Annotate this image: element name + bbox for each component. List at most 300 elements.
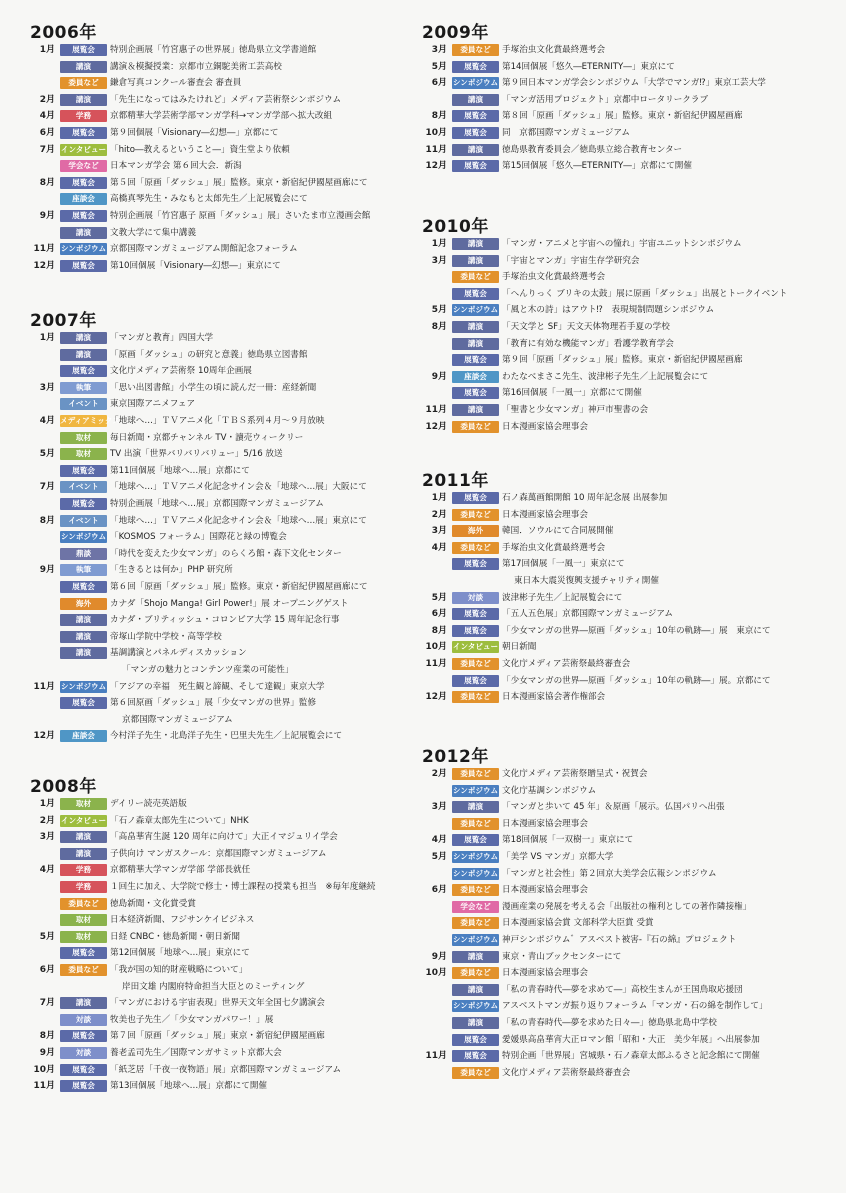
- category-tag: 展覧会: [452, 160, 499, 172]
- category-tag: 展覧会: [452, 834, 499, 846]
- entry-month: 4月: [39, 416, 55, 426]
- entry-month: 11月: [33, 244, 55, 255]
- entry-text: 第12回個展「地球へ…展」東京にて: [110, 948, 250, 959]
- entry-month: 11月: [33, 681, 55, 692]
- entry-text: 第８回「原画「ダッシュ」展」監修。東京・新宿紀伊國屋画廊: [502, 111, 743, 122]
- timeline-entry: [422, 541, 822, 555]
- category-tag: シンポジウム: [452, 78, 499, 88]
- entry-month: 12月: [33, 260, 55, 271]
- category-tag: 講演: [452, 404, 499, 416]
- category-tag: 展覧会: [452, 61, 499, 73]
- entry-text: 京都精華大学マンガ学部 学部長就任: [110, 865, 251, 876]
- timeline-entry: [30, 913, 430, 927]
- entry-text: 日経 CNBC・徳島新聞・朝日新聞: [110, 931, 241, 942]
- timeline-entry: [422, 767, 822, 781]
- timeline-entry: [422, 254, 822, 268]
- category-tag: 講演: [60, 227, 107, 239]
- category-tag: 展覧会: [60, 365, 107, 377]
- entry-month: 4月: [39, 865, 55, 876]
- category-tag: 委員など: [60, 964, 107, 976]
- category-tag: シンポジウム: [60, 681, 107, 691]
- entry-text: カナダ「Shojo Manga! Girl Power!」展 オープニングゲスト: [110, 598, 349, 609]
- entry-text: 第18回個展「一双樹一」東京にて: [502, 835, 634, 846]
- category-tag: シンポジウム: [452, 868, 499, 878]
- entry-text: 文化庁メディア芸術祭 10周年企画展: [110, 366, 252, 377]
- category-tag: シンポジウム: [452, 1001, 499, 1011]
- timeline-entry: [30, 680, 430, 694]
- category-tag: 展覧会: [452, 354, 499, 366]
- timeline-entry: [30, 397, 430, 411]
- timeline-entry: [30, 897, 430, 911]
- timeline-entry: [30, 863, 430, 877]
- timeline-entry: [422, 607, 822, 621]
- category-tag: 講演: [60, 61, 107, 73]
- entry-text: 岸田文雄 内閣府特命担当大臣とのミーティング: [122, 981, 305, 992]
- category-tag: 海外: [60, 598, 107, 610]
- timeline-entry: [30, 980, 430, 994]
- timeline-entry: [422, 883, 822, 897]
- entry-text: 「マンガ活用プロジェクト」京都中ロータリークラブ: [502, 94, 709, 105]
- category-tag: 学会など: [452, 901, 499, 913]
- entry-month: 1月: [39, 799, 55, 809]
- category-tag: 委員など: [452, 421, 499, 433]
- category-tag: 展覧会: [60, 581, 107, 593]
- timeline-entry: [422, 76, 822, 90]
- timeline-entry: [30, 93, 430, 107]
- category-tag: 講演: [452, 144, 499, 156]
- entry-month: 5月: [431, 305, 447, 316]
- entry-text: 神戸シンポジウム゛アスベスト被害‐『石の綿』プロジェクト: [502, 935, 737, 945]
- category-tag: イベント: [60, 398, 107, 410]
- entry-month: 5月: [39, 449, 55, 460]
- entry-text: 東京・青山ブックセンターにて: [502, 951, 622, 962]
- entry-text: 今村洋子先生・北島洋子先生・巴里夫先生／上記展覧会にて: [110, 731, 343, 742]
- timeline-entry: [422, 143, 822, 157]
- category-tag: 学務: [60, 110, 107, 122]
- entry-month: 12月: [425, 421, 447, 432]
- timeline-entry: [30, 630, 430, 644]
- category-tag: 取材: [60, 798, 107, 810]
- timeline-entry: [422, 900, 822, 914]
- timeline-entry: [30, 76, 430, 90]
- entry-month: 10月: [33, 1064, 55, 1075]
- timeline-entry: [30, 497, 430, 511]
- timeline-entry: [30, 109, 430, 123]
- entry-text: 「マンガと歩いて 45 年」＆原画「展示。仏国パリへ出張: [502, 802, 725, 813]
- category-tag: 対談: [452, 592, 499, 604]
- timeline-entry: [422, 800, 822, 814]
- timeline-entry: [422, 784, 822, 798]
- timeline-entry: [422, 674, 822, 688]
- timeline-entry: [422, 320, 822, 334]
- entry-month: 9月: [431, 951, 447, 962]
- timeline-entry: [422, 557, 822, 571]
- entry-text: 「教育に有効な機能マンガ」看護学教育学会: [502, 338, 674, 349]
- category-tag: 展覧会: [60, 1080, 107, 1092]
- entry-text: 漫画産業の発展を考える会「出版社の権利としての著作隣接権」: [502, 901, 752, 912]
- entry-text: 「マンガと社会性」第２回京大美学会広報シンポジウム: [502, 868, 717, 879]
- category-tag: 執筆: [60, 382, 107, 394]
- entry-text: 「地球へ…」ＴＶアニメ化記念サイン会＆「地球へ…展」大阪にて: [110, 482, 367, 493]
- category-tag: 対談: [60, 1014, 107, 1026]
- entry-text: 「風と木の詩」はアウト⁉ 表現規制問題シンポジウム: [502, 305, 715, 316]
- entry-month: 2月: [431, 509, 447, 520]
- category-tag: イベント: [60, 481, 107, 493]
- entry-month: 1月: [39, 45, 55, 55]
- entry-month: 8月: [39, 515, 55, 526]
- entry-month: 9月: [39, 1048, 55, 1058]
- entry-text: 「美学 VS マンガ」京都大学: [502, 852, 614, 862]
- timeline-entry: [422, 817, 822, 831]
- category-tag: 展覧会: [452, 608, 499, 620]
- year-heading: 2008年: [30, 777, 97, 797]
- entry-text: 高橋真琴先生・みなもと太郎先生／上記展覧会にて: [110, 194, 308, 205]
- entry-text: 「聖書と少女マンガ」神戸市聖書の会: [502, 405, 649, 415]
- entry-month: 10月: [425, 128, 447, 138]
- entry-month: 12月: [425, 692, 447, 703]
- entry-text: 手塚治虫文化賞最終選考会: [502, 542, 606, 553]
- timeline-entry: [30, 464, 430, 478]
- entry-text: 帝塚山学院中学校・高等学校: [110, 631, 222, 642]
- category-tag: 講演: [60, 848, 107, 860]
- timeline-entry: [422, 126, 822, 140]
- category-tag: 講演: [452, 255, 499, 267]
- category-tag: 委員など: [452, 967, 499, 979]
- entry-text: 牧美也子先生／「少女マンガパワー！」展: [110, 1014, 274, 1025]
- timeline-entry: [422, 93, 822, 107]
- timeline-entry: [422, 1066, 822, 1080]
- entry-text: 第６回原画「ダッシュ」展「少女マンガの世界」監修: [110, 698, 317, 709]
- timeline-entry: [30, 847, 430, 861]
- category-tag: 対談: [60, 1047, 107, 1059]
- category-tag: シンポジウム: [452, 935, 499, 944]
- category-tag: 委員など: [452, 44, 499, 56]
- timeline-entry: [30, 696, 430, 710]
- entry-text: 手塚治虫文化賞最終選考会: [502, 45, 606, 55]
- timeline-entry: [422, 109, 822, 123]
- timeline-entry: [30, 530, 430, 544]
- entry-text: 第13回個展「地球へ…展」京都にて開催: [110, 1081, 268, 1092]
- year-heading: 2010年: [422, 217, 489, 237]
- timeline-entry: [422, 60, 822, 74]
- entry-month: 6月: [39, 128, 55, 138]
- timeline-entry: [30, 1063, 430, 1077]
- entry-text: 特別企画「世界展」宮城県・石ノ森章太郎ふるさと記念館にて開催: [502, 1051, 760, 1062]
- category-tag: シンポジウム: [60, 244, 107, 254]
- category-tag: 展覧会: [60, 260, 107, 272]
- category-tag: インタビュー: [452, 642, 499, 652]
- timeline-entry: [422, 690, 822, 704]
- category-tag: 執筆: [60, 564, 107, 576]
- entry-month: 3月: [431, 802, 447, 813]
- entry-month: 1月: [39, 333, 55, 343]
- category-tag: 取材: [60, 448, 107, 460]
- category-tag: 取材: [60, 931, 107, 943]
- category-tag: 取材: [60, 432, 107, 444]
- timeline-entry: [422, 574, 822, 588]
- timeline-entry: [30, 930, 430, 944]
- category-tag: 講演: [60, 631, 107, 643]
- entry-text: 「私の青春時代―夢を求めた日々―」徳島県北島中学校: [502, 1018, 717, 1028]
- category-tag: 展覧会: [452, 1034, 499, 1046]
- entry-text: 京都精華大学芸術学部マンガ学科→マンガ学部へ拡大改組: [110, 111, 333, 122]
- timeline-entry: [30, 1013, 430, 1027]
- entry-text: 日本漫画家協会理事会: [502, 421, 588, 432]
- entry-month: 1月: [431, 493, 447, 503]
- category-tag: 講演: [452, 238, 499, 250]
- timeline-entry: [422, 950, 822, 964]
- entry-month: 9月: [39, 565, 55, 576]
- timeline-entry: [422, 303, 822, 317]
- timeline-entry: [422, 624, 822, 638]
- entry-text: 「紙芝居「千夜一夜物語」展」京都国際マンガミュージアム: [110, 1064, 342, 1075]
- entry-text: 手塚治虫文化賞最終選考会: [502, 272, 606, 283]
- entry-text: アスベストマンガ振り返りフォーラム「マンガ・石の綿を制作して」: [502, 1001, 768, 1012]
- category-tag: 座談会: [452, 371, 499, 383]
- entry-text: 「高畠華宵生誕 120 周年に向けて」大正イマジュリイ学会: [110, 832, 338, 843]
- entry-month: 8月: [431, 625, 447, 636]
- timeline-entry: [422, 833, 822, 847]
- category-tag: 委員など: [452, 271, 499, 283]
- timeline-entry: [422, 966, 822, 980]
- entry-text: 基調講演とパネルディスカッション: [110, 648, 247, 659]
- timeline-entry: [30, 414, 430, 428]
- entry-month: 3月: [431, 255, 447, 266]
- entry-text: 第５回「原画「ダッシュ」展」監修。東京・新宿紀伊國屋画廊にて: [110, 177, 368, 188]
- timeline-entry: [30, 364, 430, 378]
- entry-text: １回生に加え、大学院で修士・博士課程の授業も担当 ※毎年度継続: [110, 882, 376, 892]
- entry-month: 3月: [39, 832, 55, 843]
- entry-text: 「マンガにおける宇宙表現」世界天文年全国七夕講演会: [110, 998, 325, 1009]
- category-tag: 委員など: [60, 898, 107, 910]
- category-tag: 講演: [60, 94, 107, 106]
- timeline-entry: [422, 640, 822, 654]
- timeline-entry: [30, 176, 430, 190]
- timeline-entry: [422, 159, 822, 173]
- category-tag: 展覧会: [60, 697, 107, 709]
- timeline-entry: [30, 646, 430, 660]
- entry-text: 特別企画展「竹宮惠子 原画「ダッシュ」展」さいたま市立漫画会館: [110, 211, 371, 221]
- entry-text: 京都国際マンガミュージアム: [122, 714, 233, 725]
- timeline-entry: [422, 43, 822, 57]
- entry-month: 11月: [33, 1081, 55, 1092]
- timeline-entry: [30, 963, 430, 977]
- entry-text: 「天文学と SF」天文天体物理若手夏の学校: [502, 322, 670, 332]
- category-tag: 委員など: [452, 917, 499, 929]
- category-tag: 展覧会: [60, 947, 107, 959]
- timeline-entry: [30, 348, 430, 362]
- entry-month: 6月: [431, 885, 447, 896]
- entry-month: 11月: [425, 405, 447, 415]
- entry-text: 「原画「ダッシュ」の研究と意義」徳島県立図書館: [110, 349, 308, 360]
- category-tag: 学務: [60, 881, 107, 893]
- entry-text: 「マンガと教育」四国大学: [110, 333, 214, 343]
- category-tag: 講演: [452, 984, 499, 996]
- entry-month: 6月: [39, 965, 55, 975]
- year-heading: 2012年: [422, 747, 489, 767]
- entry-text: 「五人五色展」京都国際マンガミュージアム: [502, 609, 673, 620]
- timeline-entry: [422, 287, 822, 301]
- timeline-entry: [422, 353, 822, 367]
- entry-text: 第16回個展「一風一」京都にて開催: [502, 388, 642, 399]
- category-tag: 展覧会: [452, 492, 499, 504]
- entry-text: 文化庁メディア芸術祭最終審査会: [502, 659, 631, 669]
- category-tag: 座談会: [60, 730, 107, 742]
- entry-text: わたなべまさこ先生、波津彬子先生／上記展覧会にて: [502, 371, 709, 382]
- entry-month: 7月: [39, 998, 55, 1009]
- timeline-entry: [422, 337, 822, 351]
- entry-text: 「地球へ…」ＴＶアニメ化「ＴＢＳ系列４月～９月放映: [110, 416, 325, 426]
- category-tag: シンポジウム: [452, 852, 499, 861]
- entry-text: 「先生になってはみたけれど」メディア芸術祭シンポジウム: [110, 94, 342, 105]
- entry-text: 講演＆模擬授業：京都市立銅駝美術工芸高校: [110, 61, 282, 72]
- entry-text: 同 京都国際マンガミュージアム: [502, 128, 630, 138]
- category-tag: 委員など: [452, 658, 499, 670]
- entry-text: 「生きるとは何か」PHP 研究所: [110, 565, 233, 576]
- category-tag: 展覧会: [452, 127, 499, 139]
- timeline-entry: [30, 126, 430, 140]
- entry-text: 第11回個展「地球へ…展」京都にて: [110, 465, 250, 476]
- entry-text: 「へんりっく ブリキの太鼓」展に原画「ダッシュ」出展とトークイベント: [502, 288, 788, 299]
- timeline-entry: [30, 226, 430, 240]
- timeline-entry: [30, 597, 430, 611]
- timeline-entry: [30, 480, 430, 494]
- entry-text: 「時代を変えた少女マンガ」のらくろ館・森下文化センター: [110, 548, 342, 559]
- timeline-entry: [422, 403, 822, 417]
- category-tag: 委員など: [452, 818, 499, 830]
- entry-month: 12月: [33, 731, 55, 742]
- category-tag: 展覧会: [60, 498, 107, 510]
- timeline-entry: [30, 996, 430, 1010]
- entry-text: 鎌倉写真コンクール審査会 審査員: [110, 78, 242, 89]
- entry-month: 4月: [39, 111, 55, 122]
- category-tag: 展覧会: [60, 44, 107, 56]
- entry-text: 「宇宙とマンガ」宇宙生存学研究会: [502, 255, 640, 266]
- entry-text: 特別企画展「竹宮惠子の世界展」徳島県立文学書道館: [110, 45, 317, 55]
- entry-text: 日本漫画家協会理事会: [502, 885, 588, 896]
- entry-text: 日本経済新聞、フジサンケイビジネス: [110, 915, 255, 926]
- entry-month: 2月: [39, 94, 55, 105]
- entry-text: 文教大学にて集中講義: [110, 227, 196, 238]
- entry-text: 日本漫画家協会賞 文部科学大臣賞 受賞: [502, 918, 654, 929]
- category-tag: 展覧会: [452, 288, 499, 300]
- year-heading: 2009年: [422, 23, 489, 43]
- timeline-entry: [30, 447, 430, 461]
- entry-text: 「我が国の知的財産戦略について」: [110, 965, 248, 975]
- timeline-entry: [422, 867, 822, 881]
- entry-month: 5月: [39, 931, 55, 942]
- category-tag: 展覧会: [452, 625, 499, 637]
- entry-text: 東日本大震災復興支援チャリティ開催: [514, 576, 659, 586]
- timeline-entry: [30, 814, 430, 828]
- entry-month: 6月: [431, 609, 447, 620]
- entry-text: 徳島県教育委員会／徳島県立総合教育センター: [502, 144, 683, 155]
- entry-month: 7月: [39, 144, 55, 155]
- entry-text: 日本マンガ学会 第６回大会．新潟: [110, 161, 242, 172]
- timeline-entry: [422, 237, 822, 251]
- timeline-entry: [30, 60, 430, 74]
- entry-text: 「KOSMOS フォーラム」国際花と緑の博覧会: [110, 532, 287, 543]
- category-tag: 講演: [60, 332, 107, 344]
- timeline-entry: [30, 209, 430, 223]
- timeline-entry: [422, 370, 822, 384]
- entry-text: 日本漫画家協会理事会: [502, 509, 588, 520]
- entry-text: 波津彬子先生／上記展覧会にて: [502, 592, 623, 603]
- entry-text: 第15回個展「悠久―ETERNITY―」京都にて開催: [502, 161, 692, 172]
- timeline-entry: [30, 563, 430, 577]
- category-tag: 委員など: [452, 1067, 499, 1079]
- entry-text: 韓国．ソウルにて合同展開催: [502, 526, 614, 537]
- timeline-entry: [30, 43, 430, 57]
- entry-month: 4月: [431, 542, 447, 553]
- entry-month: 8月: [431, 111, 447, 122]
- entry-text: 日本漫画家協会理事会: [502, 968, 588, 979]
- category-tag: 講演: [60, 997, 107, 1009]
- category-tag: 展覧会: [60, 465, 107, 477]
- entry-text: 毎日新聞・京都チャンネル TV・讀売ウィークリー: [110, 432, 304, 443]
- entry-text: 「マンガの魅力とコンテンツ産業の可能性」: [122, 665, 294, 675]
- category-tag: 講演: [452, 801, 499, 813]
- timeline-entry: [30, 880, 430, 894]
- category-tag: 講演: [60, 831, 107, 843]
- category-tag: シンポジウム: [452, 305, 499, 315]
- category-tag: 海外: [452, 525, 499, 537]
- timeline-entry: [422, 983, 822, 997]
- timeline-entry: [422, 386, 822, 400]
- timeline-entry: [30, 1029, 430, 1043]
- category-tag: 講演: [452, 94, 499, 106]
- entry-text: 第９回個展「Visionary―幻想―」京都にて: [110, 128, 279, 138]
- entry-text: 養老孟司先生／国際マンガサミット京都大会: [110, 1048, 282, 1058]
- timeline-entry: [30, 1046, 430, 1060]
- category-tag: インタビュー: [60, 815, 107, 825]
- timeline-entry: [30, 514, 430, 528]
- category-tag: 展覧会: [60, 210, 107, 222]
- entry-month: 5月: [431, 592, 447, 603]
- timeline-entry: [30, 547, 430, 561]
- entry-text: 「地球へ…」ＴＶアニメ化記念サイン会＆「地球へ…展」東京にて: [110, 515, 367, 526]
- category-tag: 委員など: [452, 691, 499, 703]
- timeline-entry: [422, 1049, 822, 1063]
- timeline-entry: [422, 524, 822, 538]
- category-tag: 展覧会: [452, 387, 499, 399]
- entry-text: 愛媛県高畠華宵大正ロマン館「昭和・大正 美少年展」へ出展参加: [502, 1034, 760, 1045]
- entry-month: 3月: [431, 526, 447, 537]
- entry-month: 3月: [39, 382, 55, 393]
- category-tag: 展覧会: [60, 177, 107, 189]
- entry-text: 第９回「原画「ダッシュ」展」監修。東京・新宿紀伊國屋画廊: [502, 355, 743, 366]
- timeline-entry: [422, 1016, 822, 1030]
- category-tag: 展覧会: [452, 558, 499, 570]
- timeline-entry: [422, 999, 822, 1013]
- category-tag: 鼎談: [60, 548, 107, 560]
- timeline-entry: [30, 580, 430, 594]
- entry-month: 10月: [425, 968, 447, 979]
- entry-text: 「思い出図書館」小学生の頃に読んだ一冊：産経新聞: [110, 382, 317, 393]
- category-tag: 委員など: [452, 509, 499, 521]
- timeline-entry: [30, 242, 430, 256]
- entry-month: 6月: [431, 78, 447, 89]
- category-tag: インタビュー: [60, 144, 107, 154]
- year-heading: 2007年: [30, 311, 97, 331]
- category-tag: シンポジウム: [452, 785, 499, 795]
- timeline-entry: [30, 381, 430, 395]
- entry-text: 特別企画展「地球へ…展」京都国際マンガミュージアム: [110, 499, 324, 509]
- entry-month: 11月: [425, 659, 447, 669]
- category-tag: 展覧会: [452, 675, 499, 687]
- entry-text: 「アジアの幸福 死生観と諦観、そして達観」東京大学: [110, 681, 325, 692]
- timeline-entry: [30, 1079, 430, 1093]
